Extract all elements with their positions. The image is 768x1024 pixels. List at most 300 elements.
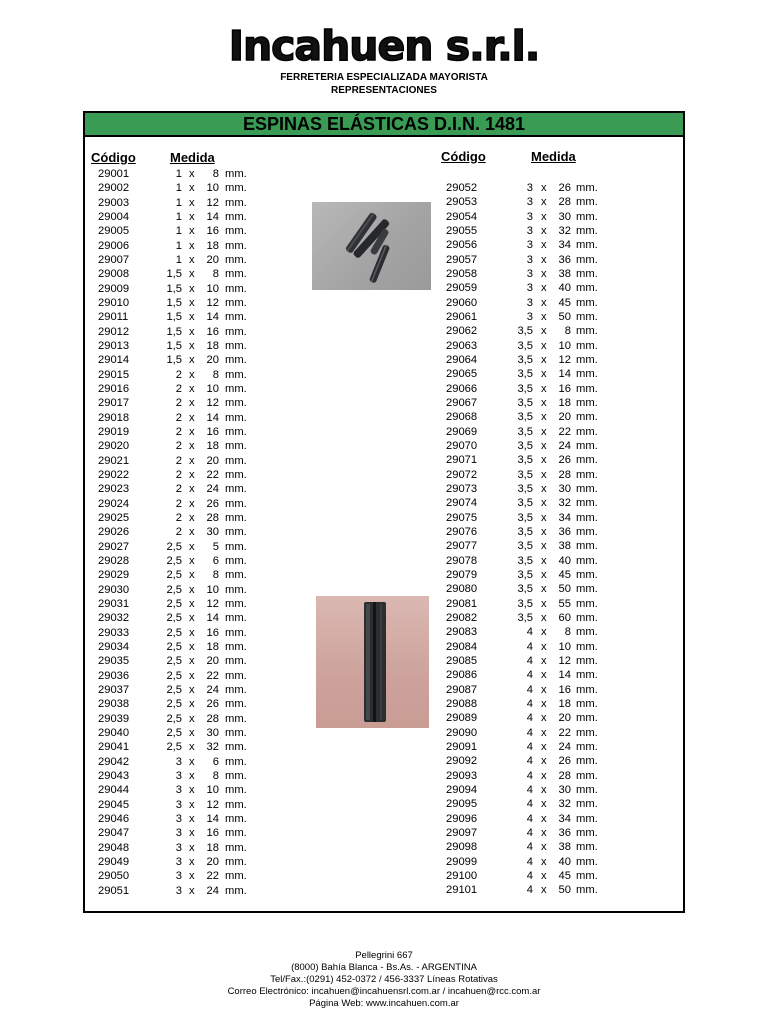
item-unit: mm. [225, 812, 247, 825]
item-separator: x [189, 769, 195, 782]
item-code: 29014 [98, 354, 130, 367]
item-unit: mm. [576, 812, 598, 825]
item-unit: mm. [225, 683, 247, 696]
item-diameter: 3 [175, 755, 182, 768]
item-diameter: 4 [526, 783, 533, 796]
item-unit: mm. [225, 712, 247, 725]
item-separator: x [189, 397, 195, 410]
item-diameter: 2,5 [166, 626, 182, 639]
item-separator: x [541, 439, 547, 452]
item-length: 36 [558, 525, 571, 538]
item-length: 50 [558, 310, 571, 323]
item-separator: x [189, 884, 195, 897]
item-diameter: 4 [526, 884, 533, 897]
item-length: 38 [558, 540, 571, 553]
item-unit: mm. [225, 325, 247, 338]
item-code: 29075 [446, 511, 478, 524]
item-unit: mm. [576, 540, 598, 553]
item-unit: mm. [225, 454, 247, 467]
item-length: 20 [206, 354, 219, 367]
item-length: 26 [558, 182, 571, 194]
item-separator: x [189, 741, 195, 754]
item-code: 29003 [98, 196, 130, 209]
item-separator: x [189, 812, 195, 825]
item-length: 18 [206, 239, 219, 252]
item-code: 29029 [98, 569, 130, 582]
item-length: 24 [558, 439, 571, 452]
item-separator: x [541, 425, 547, 438]
item-diameter: 4 [526, 712, 533, 725]
item-separator: x [189, 655, 195, 668]
item-separator: x [541, 382, 547, 395]
item-code: 29092 [446, 755, 478, 768]
item-diameter: 4 [526, 855, 533, 868]
item-diameter: 3,5 [517, 353, 533, 366]
left-col-measure-header: Medida [170, 150, 215, 165]
item-diameter: 4 [526, 640, 533, 653]
item-diameter: 3 [526, 224, 533, 237]
item-code: 29039 [98, 712, 130, 725]
item-separator: x [189, 554, 195, 567]
company-logo: Incahuen s.r.l. [228, 22, 540, 70]
item-code: 29020 [98, 440, 130, 453]
footer-phone: Tel/Fax.:(0291) 452-0372 / 456-3337 Líneas Rotativas [270, 974, 498, 985]
item-diameter: 3,5 [517, 382, 533, 395]
item-length: 22 [558, 425, 571, 438]
item-diameter: 4 [526, 726, 533, 739]
item-code: 29056 [446, 239, 478, 252]
item-code: 29046 [98, 812, 130, 825]
item-diameter: 3 [526, 239, 533, 252]
item-diameter: 4 [526, 798, 533, 811]
item-diameter: 4 [526, 683, 533, 696]
item-unit: mm. [225, 741, 247, 754]
item-separator: x [541, 669, 547, 682]
item-unit: mm. [225, 411, 247, 424]
item-diameter: 3 [526, 296, 533, 309]
item-code: 29069 [446, 425, 478, 438]
item-length: 30 [206, 726, 219, 739]
item-length: 32 [558, 497, 571, 510]
item-diameter: 2 [175, 397, 182, 410]
item-separator: x [189, 841, 195, 854]
item-unit: mm. [225, 397, 247, 410]
item-length: 38 [558, 267, 571, 280]
item-diameter: 2 [175, 454, 182, 467]
item-diameter: 4 [526, 697, 533, 710]
item-diameter: 3 [526, 196, 533, 209]
item-separator: x [189, 612, 195, 625]
item-unit: mm. [225, 239, 247, 252]
item-unit: mm. [576, 597, 598, 610]
item-code: 29090 [446, 726, 478, 739]
item-separator: x [541, 210, 547, 223]
item-separator: x [541, 826, 547, 839]
item-code: 29027 [98, 540, 130, 553]
item-diameter: 3 [175, 855, 182, 868]
item-separator: x [541, 697, 547, 710]
item-length: 16 [558, 382, 571, 395]
item-diameter: 3,5 [517, 454, 533, 467]
item-length: 8 [212, 769, 219, 782]
item-separator: x [189, 296, 195, 309]
item-code: 29098 [446, 841, 478, 854]
item-code: 29048 [98, 841, 130, 854]
item-code: 29071 [446, 454, 478, 467]
item-separator: x [541, 196, 547, 209]
item-unit: mm. [576, 783, 598, 796]
item-length: 10 [206, 784, 219, 797]
item-code: 29051 [98, 884, 130, 897]
item-unit: mm. [576, 712, 598, 725]
item-code: 29044 [98, 784, 130, 797]
item-length: 28 [206, 511, 219, 524]
item-unit: mm. [225, 655, 247, 668]
item-code: 29010 [98, 296, 130, 309]
item-separator: x [541, 640, 547, 653]
item-code: 29076 [446, 525, 478, 538]
item-diameter: 1,5 [166, 311, 182, 324]
item-length: 40 [558, 282, 571, 295]
item-length: 14 [558, 669, 571, 682]
item-separator: x [541, 683, 547, 696]
item-separator: x [189, 196, 195, 209]
item-diameter: 1 [175, 196, 182, 209]
item-length: 12 [558, 353, 571, 366]
item-separator: x [541, 740, 547, 753]
item-diameter: 2 [175, 526, 182, 539]
item-diameter: 1,5 [166, 282, 182, 295]
item-diameter: 2 [175, 497, 182, 510]
item-diameter: 2,5 [166, 683, 182, 696]
item-code: 29045 [98, 798, 130, 811]
item-separator: x [541, 267, 547, 280]
item-unit: mm. [576, 425, 598, 438]
item-length: 24 [206, 884, 219, 897]
item-unit: mm. [576, 210, 598, 223]
item-unit: mm. [576, 182, 598, 194]
item-separator: x [189, 784, 195, 797]
item-unit: mm. [576, 339, 598, 352]
item-length: 28 [206, 712, 219, 725]
item-separator: x [189, 855, 195, 868]
item-unit: mm. [576, 884, 598, 897]
item-separator: x [541, 454, 547, 467]
item-diameter: 3 [175, 870, 182, 883]
item-diameter: 1,5 [166, 354, 182, 367]
item-separator: x [189, 798, 195, 811]
item-length: 28 [558, 769, 571, 782]
item-code: 29040 [98, 726, 130, 739]
item-code: 29007 [98, 253, 130, 266]
item-separator: x [189, 540, 195, 553]
item-separator: x [189, 597, 195, 610]
item-unit: mm. [225, 612, 247, 625]
item-length: 20 [558, 712, 571, 725]
item-separator: x [189, 339, 195, 352]
item-length: 10 [558, 640, 571, 653]
item-length: 32 [206, 741, 219, 754]
item-unit: mm. [576, 468, 598, 481]
item-diameter: 3 [175, 798, 182, 811]
item-code: 29062 [446, 325, 478, 338]
item-unit: mm. [576, 583, 598, 596]
item-length: 10 [558, 339, 571, 352]
item-length: 36 [558, 253, 571, 266]
item-unit: mm. [576, 683, 598, 696]
item-code: 29084 [446, 640, 478, 653]
item-unit: mm. [576, 282, 598, 295]
item-diameter: 4 [526, 869, 533, 882]
item-diameter: 4 [526, 769, 533, 782]
item-diameter: 3 [526, 310, 533, 323]
item-code: 29078 [446, 554, 478, 567]
item-separator: x [541, 253, 547, 266]
item-unit: mm. [576, 253, 598, 266]
item-separator: x [189, 640, 195, 653]
item-length: 28 [558, 196, 571, 209]
item-separator: x [189, 354, 195, 367]
item-separator: x [541, 554, 547, 567]
item-code: 29026 [98, 526, 130, 539]
item-diameter: 3 [526, 182, 533, 194]
item-separator: x [189, 726, 195, 739]
item-diameter: 1,5 [166, 296, 182, 309]
item-unit: mm. [225, 640, 247, 653]
item-separator: x [541, 884, 547, 897]
item-diameter: 2,5 [166, 554, 182, 567]
item-code: 29077 [446, 540, 478, 553]
item-separator: x [189, 368, 195, 381]
item-separator: x [189, 669, 195, 682]
item-separator: x [189, 497, 195, 510]
item-length: 16 [206, 225, 219, 238]
item-diameter: 1 [175, 182, 182, 195]
item-code: 29058 [446, 267, 478, 280]
company-subtitle-line1: FERRETERIA ESPECIALIZADA MAYORISTA [280, 72, 488, 83]
left-col-code-header: Código [91, 150, 136, 165]
item-length: 30 [558, 783, 571, 796]
item-length: 18 [206, 841, 219, 854]
item-separator: x [189, 870, 195, 883]
item-length: 14 [558, 368, 571, 381]
item-unit: mm. [225, 583, 247, 596]
item-separator: x [541, 783, 547, 796]
item-separator: x [189, 511, 195, 524]
item-code: 29101 [446, 884, 478, 897]
item-unit: mm. [225, 440, 247, 453]
item-unit: mm. [576, 267, 598, 280]
item-unit: mm. [225, 196, 247, 209]
item-code: 29025 [98, 511, 130, 524]
item-unit: mm. [225, 268, 247, 281]
item-length: 22 [206, 669, 219, 682]
item-separator: x [189, 626, 195, 639]
item-code: 29047 [98, 827, 130, 840]
item-unit: mm. [576, 296, 598, 309]
item-code: 29097 [446, 826, 478, 839]
item-unit: mm. [576, 396, 598, 409]
item-length: 10 [206, 182, 219, 195]
item-length: 12 [206, 296, 219, 309]
item-separator: x [541, 497, 547, 510]
item-diameter: 2 [175, 411, 182, 424]
item-separator: x [541, 654, 547, 667]
item-length: 38 [558, 841, 571, 854]
item-separator: x [541, 339, 547, 352]
item-diameter: 3 [526, 267, 533, 280]
item-diameter: 2,5 [166, 540, 182, 553]
item-diameter: 3 [175, 827, 182, 840]
item-code: 29066 [446, 382, 478, 395]
item-length: 26 [206, 698, 219, 711]
item-unit: mm. [576, 841, 598, 854]
item-length: 45 [558, 296, 571, 309]
item-length: 50 [558, 583, 571, 596]
item-code: 29070 [446, 439, 478, 452]
item-separator: x [189, 683, 195, 696]
item-diameter: 3,5 [517, 411, 533, 424]
item-separator: x [189, 411, 195, 424]
item-diameter: 2,5 [166, 597, 182, 610]
item-separator: x [189, 239, 195, 252]
item-code: 29028 [98, 554, 130, 567]
footer-address: Pellegrini 667 [355, 950, 413, 961]
item-unit: mm. [225, 311, 247, 324]
item-separator: x [541, 353, 547, 366]
item-length: 20 [206, 655, 219, 668]
item-length: 8 [212, 268, 219, 281]
item-separator: x [541, 182, 547, 194]
item-code: 29093 [446, 769, 478, 782]
item-code: 29055 [446, 224, 478, 237]
item-code: 29033 [98, 626, 130, 639]
item-length: 24 [558, 740, 571, 753]
pins-photo-small [312, 202, 431, 290]
item-length: 8 [212, 569, 219, 582]
item-separator: x [541, 325, 547, 338]
item-diameter: 4 [526, 826, 533, 839]
item-diameter: 1 [175, 210, 182, 223]
item-diameter: 2,5 [166, 726, 182, 739]
item-length: 12 [206, 397, 219, 410]
item-diameter: 2,5 [166, 698, 182, 711]
item-length: 8 [564, 325, 571, 338]
item-unit: mm. [576, 525, 598, 538]
table-title: ESPINAS ELÁSTICAS D.I.N. 1481 [85, 113, 683, 137]
footer-city: (8000) Bahía Blanca - Bs.As. - ARGENTINA [291, 962, 477, 973]
item-length: 8 [564, 626, 571, 639]
item-code: 29099 [446, 855, 478, 868]
item-length: 8 [212, 168, 219, 180]
item-code: 29068 [446, 411, 478, 424]
item-diameter: 2 [175, 511, 182, 524]
item-separator: x [541, 540, 547, 553]
item-length: 6 [212, 554, 219, 567]
item-length: 14 [206, 210, 219, 223]
item-unit: mm. [225, 726, 247, 739]
item-length: 36 [558, 826, 571, 839]
item-unit: mm. [225, 296, 247, 309]
item-unit: mm. [576, 755, 598, 768]
item-diameter: 3,5 [517, 611, 533, 624]
item-unit: mm. [225, 884, 247, 897]
item-unit: mm. [576, 697, 598, 710]
item-length: 50 [558, 884, 571, 897]
item-unit: mm. [225, 382, 247, 395]
item-code: 29050 [98, 870, 130, 883]
footer-website: Página Web: www.incahuen.com.ar [309, 998, 459, 1009]
item-code: 29034 [98, 640, 130, 653]
item-unit: mm. [576, 239, 598, 252]
item-code: 29036 [98, 669, 130, 682]
item-length: 14 [206, 411, 219, 424]
item-unit: mm. [225, 870, 247, 883]
item-unit: mm. [576, 740, 598, 753]
item-diameter: 4 [526, 812, 533, 825]
item-length: 34 [558, 239, 571, 252]
item-code: 29006 [98, 239, 130, 252]
item-length: 30 [206, 526, 219, 539]
item-diameter: 3,5 [517, 497, 533, 510]
item-unit: mm. [225, 784, 247, 797]
item-unit: mm. [225, 769, 247, 782]
item-separator: x [189, 168, 195, 180]
item-length: 16 [206, 425, 219, 438]
item-unit: mm. [576, 654, 598, 667]
item-separator: x [189, 182, 195, 195]
item-length: 45 [558, 568, 571, 581]
item-separator: x [541, 869, 547, 882]
item-separator: x [541, 224, 547, 237]
item-length: 32 [558, 224, 571, 237]
item-unit: mm. [225, 354, 247, 367]
item-length: 10 [206, 382, 219, 395]
item-code: 29019 [98, 425, 130, 438]
item-separator: x [189, 454, 195, 467]
item-separator: x [541, 712, 547, 725]
item-separator: x [189, 755, 195, 768]
item-unit: mm. [225, 497, 247, 510]
item-diameter: 4 [526, 740, 533, 753]
item-length: 14 [206, 612, 219, 625]
item-separator: x [541, 855, 547, 868]
item-code: 29015 [98, 368, 130, 381]
item-diameter: 2 [175, 368, 182, 381]
item-diameter: 3,5 [517, 540, 533, 553]
item-code: 29079 [446, 568, 478, 581]
item-code: 29037 [98, 683, 130, 696]
item-diameter: 3,5 [517, 554, 533, 567]
item-separator: x [189, 526, 195, 539]
item-code: 29042 [98, 755, 130, 768]
item-length: 6 [212, 755, 219, 768]
item-code: 29004 [98, 210, 130, 223]
item-diameter: 3,5 [517, 568, 533, 581]
item-separator: x [189, 325, 195, 338]
item-code: 29035 [98, 655, 130, 668]
item-unit: mm. [225, 827, 247, 840]
item-length: 45 [558, 869, 571, 882]
item-unit: mm. [576, 869, 598, 882]
item-separator: x [541, 611, 547, 624]
item-length: 14 [206, 812, 219, 825]
item-unit: mm. [576, 568, 598, 581]
item-length: 18 [558, 697, 571, 710]
item-separator: x [541, 282, 547, 295]
item-unit: mm. [576, 554, 598, 567]
item-length: 18 [206, 640, 219, 653]
